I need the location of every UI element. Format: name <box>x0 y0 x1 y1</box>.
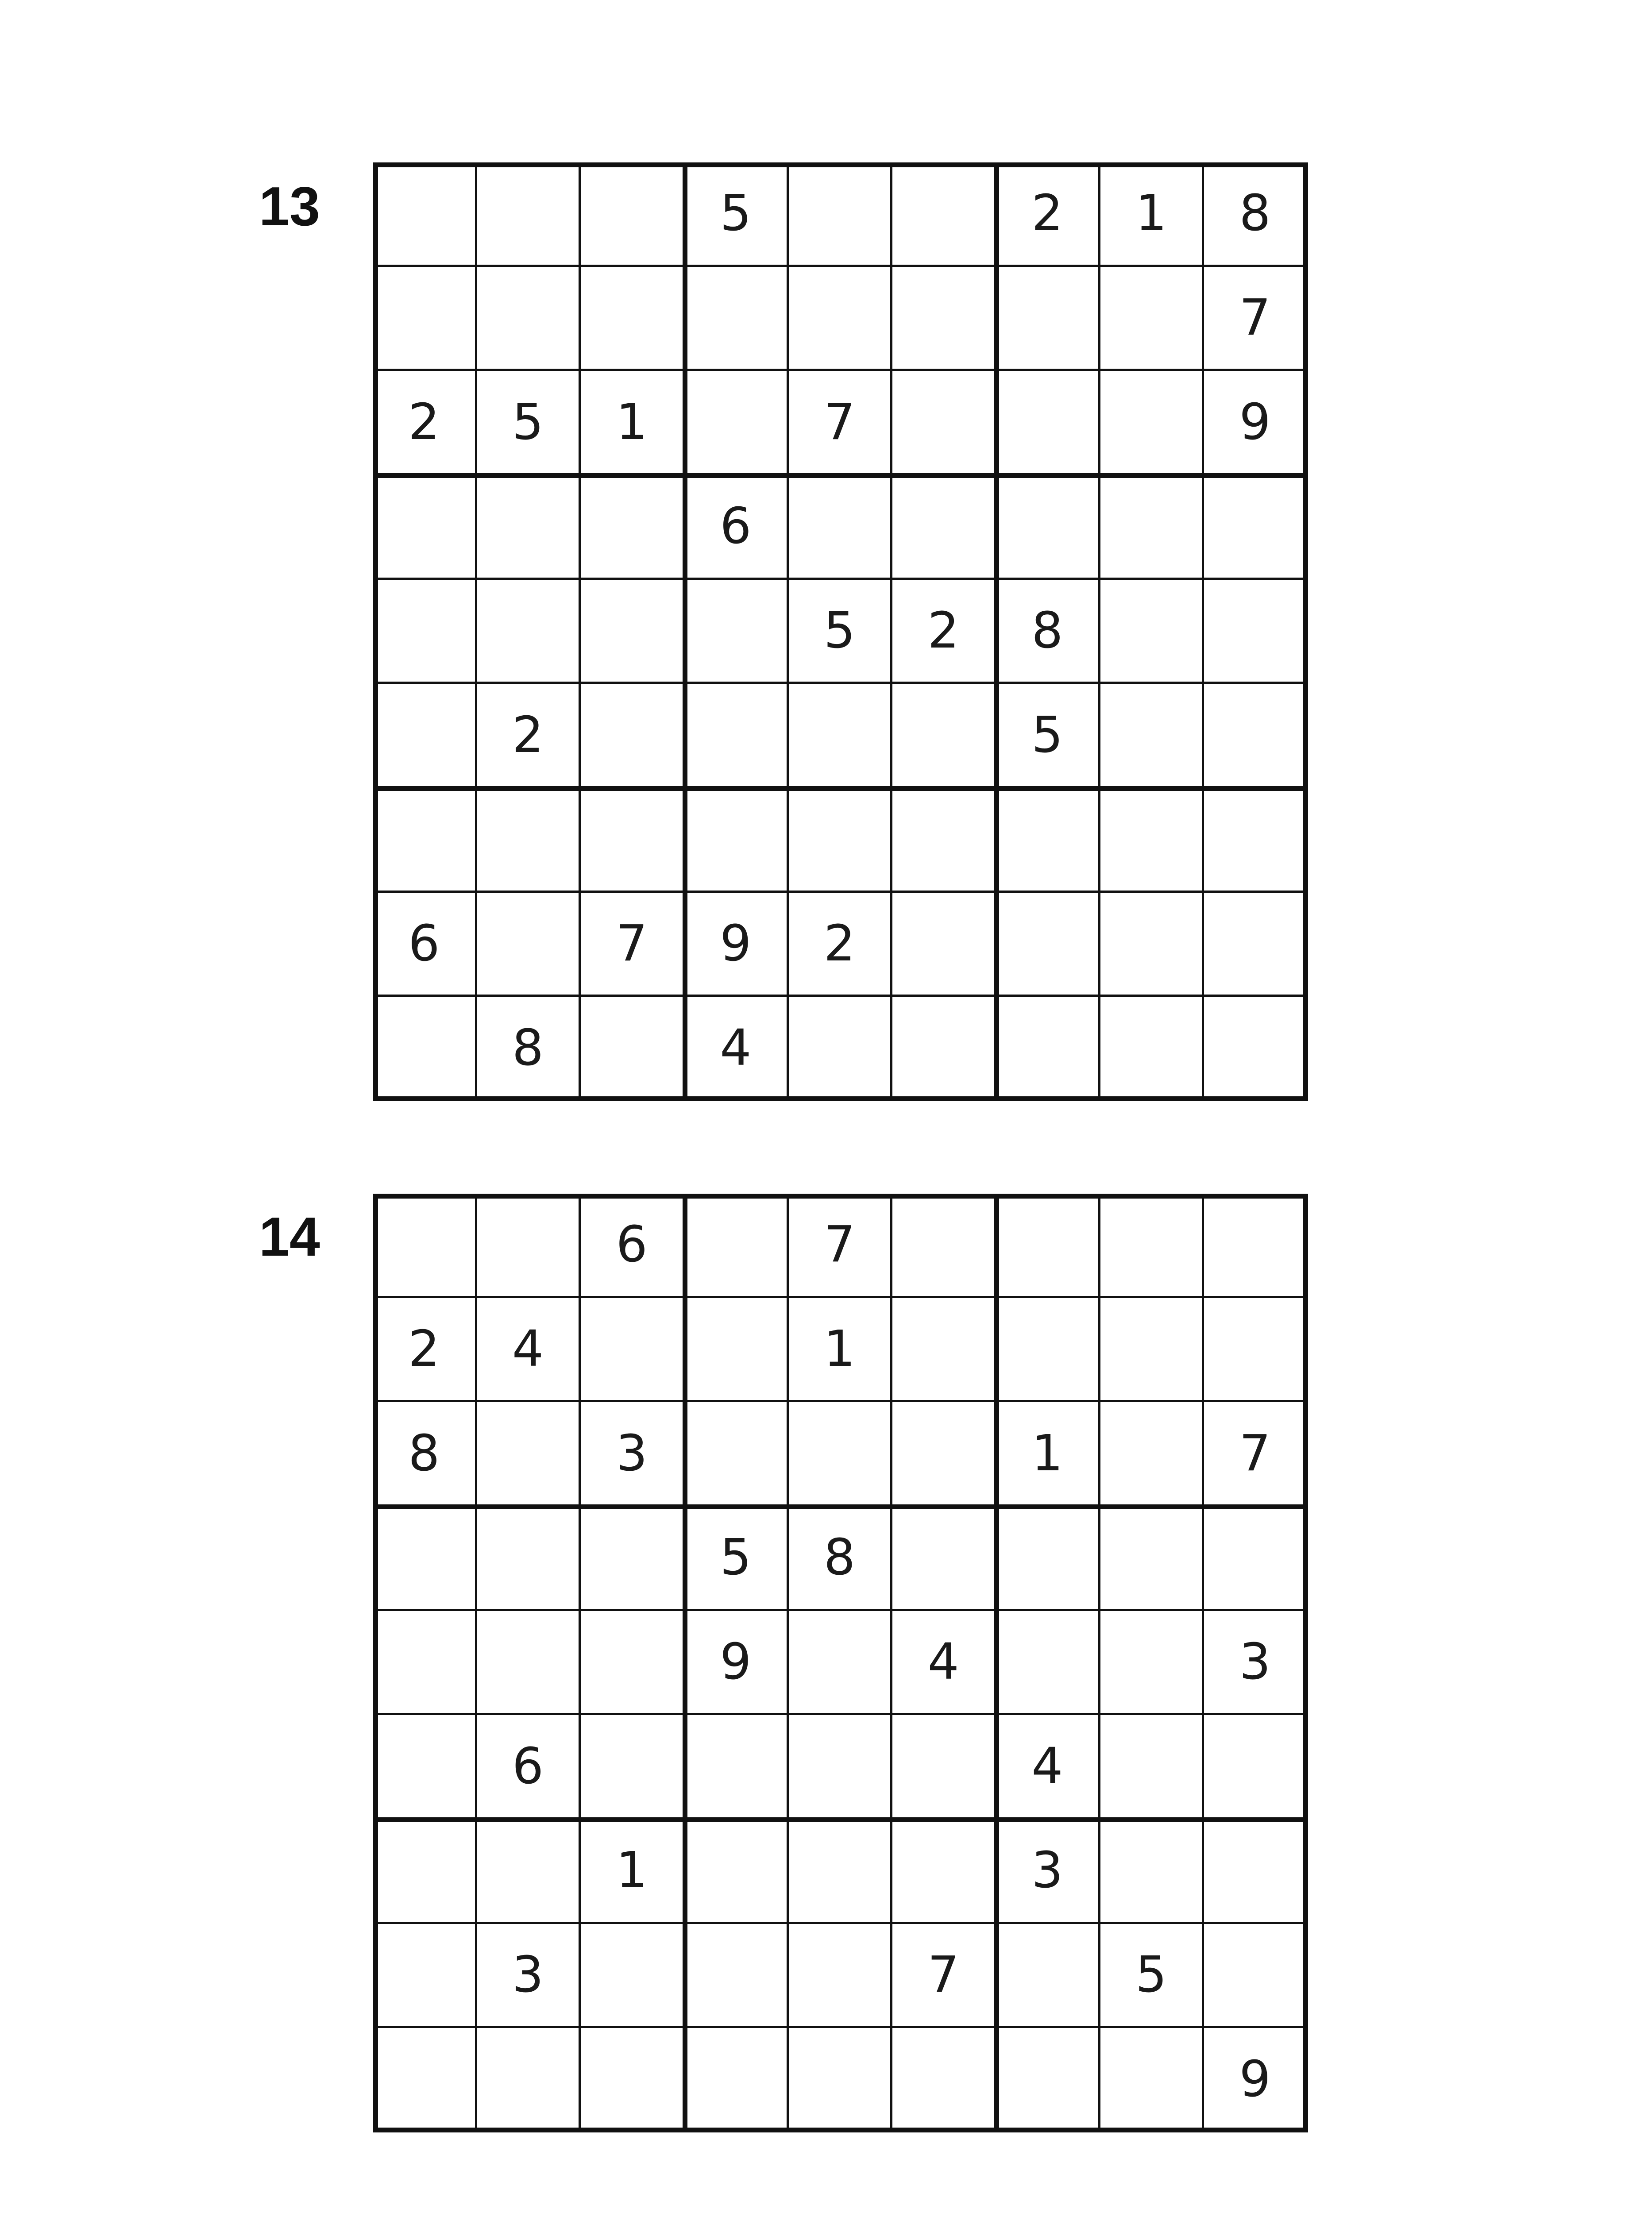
given-digit-cell: 2 <box>373 371 477 475</box>
empty-cell[interactable] <box>1100 1507 1204 1611</box>
empty-cell[interactable] <box>789 1715 893 1820</box>
given-digit-cell: 3 <box>1204 1611 1308 1716</box>
empty-cell[interactable] <box>892 1507 996 1611</box>
empty-cell[interactable] <box>892 1820 996 1924</box>
empty-cell[interactable] <box>1100 267 1204 371</box>
empty-cell[interactable] <box>996 371 1100 475</box>
empty-cell[interactable] <box>685 788 789 893</box>
empty-cell[interactable] <box>685 580 789 684</box>
empty-cell[interactable] <box>373 684 477 788</box>
given-digit-cell: 6 <box>685 475 789 580</box>
empty-cell[interactable] <box>477 788 581 893</box>
puzzle-number: 13 <box>259 176 320 237</box>
empty-cell[interactable] <box>892 162 996 267</box>
empty-cell[interactable] <box>996 1611 1100 1716</box>
given-digit-cell: 2 <box>789 893 893 997</box>
empty-cell[interactable] <box>1100 2028 1204 2132</box>
empty-cell[interactable] <box>373 162 477 267</box>
empty-cell[interactable] <box>477 1507 581 1611</box>
given-digit-cell: 8 <box>789 1507 893 1611</box>
empty-cell[interactable] <box>477 1194 581 1298</box>
empty-cell[interactable] <box>685 1715 789 1820</box>
given-digit-cell: 9 <box>685 893 789 997</box>
empty-cell[interactable] <box>789 2028 893 2132</box>
empty-cell[interactable] <box>892 1194 996 1298</box>
empty-cell[interactable] <box>373 2028 477 2132</box>
empty-cell[interactable] <box>1100 1715 1204 1820</box>
given-digit-cell: 7 <box>789 1194 893 1298</box>
empty-cell[interactable] <box>373 1820 477 1924</box>
given-digit-cell: 2 <box>373 1298 477 1403</box>
empty-cell[interactable] <box>789 684 893 788</box>
empty-cell[interactable] <box>1204 580 1308 684</box>
empty-cell[interactable] <box>373 1507 477 1611</box>
given-digit-cell: 3 <box>477 1924 581 2028</box>
empty-cell[interactable] <box>581 162 685 267</box>
empty-cell[interactable] <box>685 1924 789 2028</box>
empty-cell[interactable] <box>581 580 685 684</box>
empty-cell[interactable] <box>1204 1924 1308 2028</box>
empty-cell[interactable] <box>373 267 477 371</box>
given-digit-cell: 6 <box>373 893 477 997</box>
empty-cell[interactable] <box>996 1924 1100 2028</box>
empty-cell[interactable] <box>477 162 581 267</box>
empty-cell[interactable] <box>1204 1715 1308 1820</box>
empty-cell[interactable] <box>581 684 685 788</box>
given-digit-cell: 8 <box>996 580 1100 684</box>
empty-cell[interactable] <box>1100 997 1204 1101</box>
given-digit-cell: 2 <box>477 684 581 788</box>
empty-cell[interactable] <box>1100 371 1204 475</box>
given-digit-cell: 7 <box>892 1924 996 2028</box>
given-digit-cell: 7 <box>1204 267 1308 371</box>
empty-cell[interactable] <box>789 162 893 267</box>
empty-cell[interactable] <box>1100 580 1204 684</box>
empty-cell[interactable] <box>1100 1402 1204 1507</box>
empty-cell[interactable] <box>477 893 581 997</box>
empty-cell[interactable] <box>477 475 581 580</box>
empty-cell[interactable] <box>1100 1298 1204 1403</box>
empty-cell[interactable] <box>477 1402 581 1507</box>
empty-cell[interactable] <box>1204 475 1308 580</box>
empty-cell[interactable] <box>373 580 477 684</box>
given-digit-cell: 5 <box>996 684 1100 788</box>
given-digit-cell: 9 <box>685 1611 789 1716</box>
empty-cell[interactable] <box>1100 1820 1204 1924</box>
empty-cell[interactable] <box>581 2028 685 2132</box>
empty-cell[interactable] <box>1100 893 1204 997</box>
given-digit-cell: 7 <box>1204 1402 1308 1507</box>
empty-cell[interactable] <box>996 267 1100 371</box>
empty-cell[interactable] <box>892 788 996 893</box>
empty-cell[interactable] <box>581 1507 685 1611</box>
given-digit-cell: 8 <box>1204 162 1308 267</box>
empty-cell[interactable] <box>685 1298 789 1403</box>
given-digit-cell: 5 <box>685 162 789 267</box>
given-digit-cell: 7 <box>789 371 893 475</box>
empty-cell[interactable] <box>373 1194 477 1298</box>
sudoku-grid <box>373 162 1308 1101</box>
given-digit-cell: 6 <box>581 1194 685 1298</box>
given-digit-cell: 2 <box>996 162 1100 267</box>
empty-cell[interactable] <box>581 267 685 371</box>
empty-cell[interactable] <box>1100 1194 1204 1298</box>
empty-cell[interactable] <box>789 997 893 1101</box>
empty-cell[interactable] <box>996 475 1100 580</box>
empty-cell[interactable] <box>1204 1507 1308 1611</box>
empty-cell[interactable] <box>789 267 893 371</box>
empty-cell[interactable] <box>892 1715 996 1820</box>
empty-cell[interactable] <box>581 788 685 893</box>
empty-cell[interactable] <box>1100 475 1204 580</box>
sudoku-grid <box>373 1194 1308 2132</box>
empty-cell[interactable] <box>996 1298 1100 1403</box>
given-digit-cell: 5 <box>477 371 581 475</box>
empty-cell[interactable] <box>1100 684 1204 788</box>
empty-cell[interactable] <box>581 475 685 580</box>
given-digit-cell: 3 <box>581 1402 685 1507</box>
empty-cell[interactable] <box>892 475 996 580</box>
given-digit-cell: 1 <box>789 1298 893 1403</box>
empty-cell[interactable] <box>1204 684 1308 788</box>
empty-cell[interactable] <box>685 2028 789 2132</box>
given-digit-cell: 9 <box>1204 2028 1308 2132</box>
empty-cell[interactable] <box>477 1611 581 1716</box>
given-digit-cell: 3 <box>996 1820 1100 1924</box>
empty-cell[interactable] <box>581 1715 685 1820</box>
empty-cell[interactable] <box>1204 1298 1308 1403</box>
given-digit-cell: 1 <box>581 371 685 475</box>
empty-cell[interactable] <box>1204 788 1308 893</box>
empty-cell[interactable] <box>789 788 893 893</box>
empty-cell[interactable] <box>892 267 996 371</box>
empty-cell[interactable] <box>581 1611 685 1716</box>
empty-cell[interactable] <box>685 684 789 788</box>
empty-cell[interactable] <box>477 2028 581 2132</box>
empty-cell[interactable] <box>373 475 477 580</box>
given-digit-cell: 9 <box>1204 371 1308 475</box>
empty-cell[interactable] <box>1100 1611 1204 1716</box>
empty-cell[interactable] <box>892 371 996 475</box>
given-digit-cell: 5 <box>789 580 893 684</box>
given-digit-cell: 7 <box>581 893 685 997</box>
empty-cell[interactable] <box>477 1820 581 1924</box>
given-digit-cell: 1 <box>996 1402 1100 1507</box>
empty-cell[interactable] <box>581 997 685 1101</box>
puzzle-number: 14 <box>259 1207 320 1268</box>
given-digit-cell: 8 <box>373 1402 477 1507</box>
empty-cell[interactable] <box>789 475 893 580</box>
given-digit-cell: 1 <box>581 1820 685 1924</box>
empty-cell[interactable] <box>477 580 581 684</box>
empty-cell[interactable] <box>1100 788 1204 893</box>
empty-cell[interactable] <box>685 267 789 371</box>
empty-cell[interactable] <box>892 893 996 997</box>
empty-cell[interactable] <box>1204 893 1308 997</box>
empty-cell[interactable] <box>789 1924 893 2028</box>
empty-cell[interactable] <box>373 1924 477 2028</box>
empty-cell[interactable] <box>1204 997 1308 1101</box>
empty-cell[interactable] <box>373 1715 477 1820</box>
given-digit-cell: 5 <box>685 1507 789 1611</box>
empty-cell[interactable] <box>996 1507 1100 1611</box>
empty-cell[interactable] <box>789 1611 893 1716</box>
given-digit-cell: 4 <box>685 997 789 1101</box>
given-digit-cell: 1 <box>1100 162 1204 267</box>
given-digit-cell: 4 <box>477 1298 581 1403</box>
empty-cell[interactable] <box>373 1611 477 1716</box>
empty-cell[interactable] <box>892 997 996 1101</box>
empty-cell[interactable] <box>996 788 1100 893</box>
given-digit-cell: 6 <box>477 1715 581 1820</box>
empty-cell[interactable] <box>789 1820 893 1924</box>
empty-cell[interactable] <box>581 1298 685 1403</box>
empty-cell[interactable] <box>996 997 1100 1101</box>
empty-cell[interactable] <box>581 1924 685 2028</box>
empty-cell[interactable] <box>789 1402 893 1507</box>
given-digit-cell: 5 <box>1100 1924 1204 2028</box>
empty-cell[interactable] <box>1204 1820 1308 1924</box>
given-digit-cell: 2 <box>892 580 996 684</box>
empty-cell[interactable] <box>477 267 581 371</box>
empty-cell[interactable] <box>373 788 477 893</box>
empty-cell[interactable] <box>685 371 789 475</box>
empty-cell[interactable] <box>892 1298 996 1403</box>
empty-cell[interactable] <box>996 2028 1100 2132</box>
given-digit-cell: 4 <box>996 1715 1100 1820</box>
empty-cell[interactable] <box>892 684 996 788</box>
empty-cell[interactable] <box>685 1194 789 1298</box>
given-digit-cell: 8 <box>477 997 581 1101</box>
empty-cell[interactable] <box>373 997 477 1101</box>
empty-cell[interactable] <box>1204 1194 1308 1298</box>
empty-cell[interactable] <box>685 1402 789 1507</box>
empty-cell[interactable] <box>892 2028 996 2132</box>
empty-cell[interactable] <box>996 1194 1100 1298</box>
empty-cell[interactable] <box>892 1402 996 1507</box>
empty-cell[interactable] <box>996 893 1100 997</box>
given-digit-cell: 4 <box>892 1611 996 1716</box>
empty-cell[interactable] <box>685 1820 789 1924</box>
